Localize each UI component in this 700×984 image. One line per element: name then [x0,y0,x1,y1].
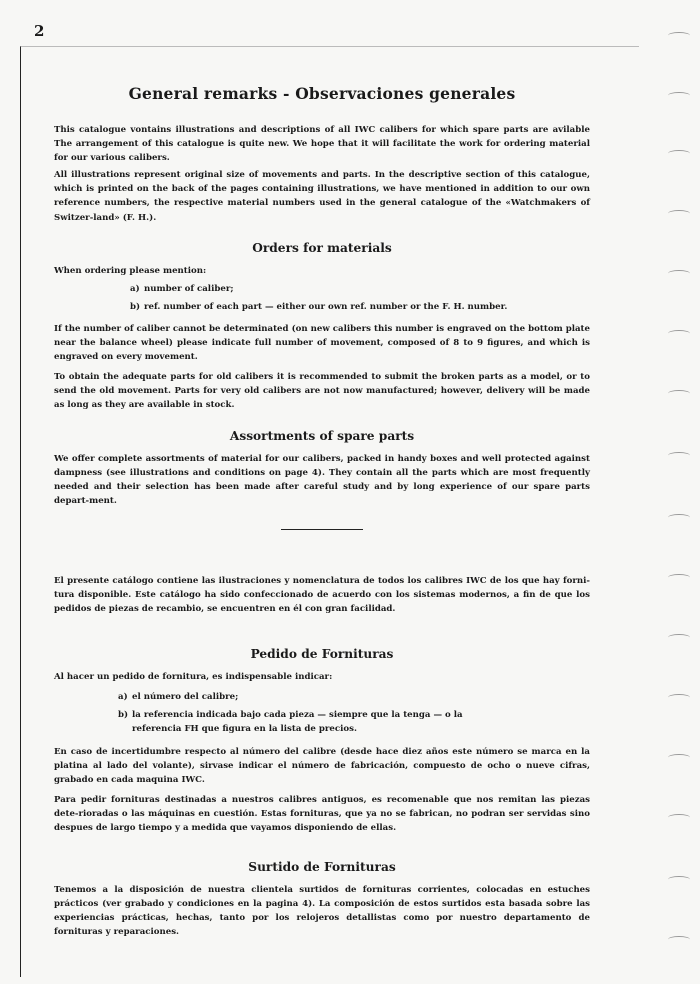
orders-lead: When ordering please mention: [54,265,207,276]
pedido-paragraph-1: En caso de incertidumbre respecto al número del calibre (desde hace diez años este número se marca en la platina al lado del volante), sirvase indicar el número de fabricación, compuesto de ocho o nueve cifras, grabado en cada maquina IWC. [54,746,590,785]
list-text: number of caliber; [144,283,234,294]
list-marker: a) [130,283,140,294]
section-divider [281,529,363,530]
pedido-heading: Pedido de Fornituras [250,647,394,662]
english-section [54,123,590,508]
scan-edge-mark [668,514,690,521]
list-text: ref. number of each part — either our own ref. number or the F. H. number. [144,301,508,312]
scan-edge-mark [668,452,690,459]
surtido-paragraph: Tenemos a la disposición de nuestra clientela surtidos de fornituras corrientes, colocadas en estuches prácticos (ver grabado y condiciones en la pagina 4). La composición de estos surtidos esta basada sobre las experiencias prácticas, hechas, tanto por los relojeros detallistas como por nuestro departamento de fornituras y reparaciones. [54,885,590,938]
list-marker: b) [118,710,129,721]
scan-edge-mark [668,32,690,39]
scan-edge-mark [668,876,690,883]
scan-edge-mark [668,150,690,157]
scan-edge-mark [668,390,690,397]
spanish-section [54,574,590,940]
scan-edge-mark [668,694,690,701]
document-body [54,84,590,945]
pedido-paragraph-2: Para pedir fornituras destinadas a nuestros calibres antiguos, es recomenable que nos remitan las piezas dete-rioradas o las máquinas en cuestión. Estas fornituras, que ya no se fabrican, no podran ser servidas sino despues de largo tiempo y a medida que vayamos disponiendo de ellas. [54,794,590,833]
scan-edge-mark [668,210,690,217]
scan-edge-mark [668,270,690,277]
list-item [54,282,590,296]
scan-edge-mark [668,634,690,641]
list-marker: b) [130,301,141,312]
intro-paragraph-2: All illustrations represent original size of movements and parts. In the descriptive section of this catalogue, which is printed on the back of the pages containing illustrations, we have mentioned in addition to our own reference numbers, the respective material numbers used in the general catalogue of the «Watchmakers of Switzer-land» (F. H.). [54,170,590,223]
page-title: General remarks - Observaciones generales [128,84,516,103]
orders-paragraph-1: If the number of caliber cannot be determinated (on new calibers this number is engraved on the bottom plate near the balance wheel) please indicate full number of movement, composed of 8 to 9 figures, and which is engraved on every movement. [54,323,590,363]
scan-edge-mark [668,814,690,821]
scan-edge-mark [668,574,690,581]
list-item [54,708,590,736]
assortments-paragraph: We offer complete assortments of material for our calibers, packed in handy boxes and well protected against dampness (see illustrations and conditions on page 4). They contain all the parts which are most frequently needed and their selection has been made after careful study and by long experience of our spare parts depart-ment. [54,453,590,506]
pedido-list [54,690,590,736]
page-number: 2 [34,22,45,40]
scan-edge-mark [668,92,690,99]
orders-heading: Orders for materials [252,240,392,255]
list-item [54,300,590,314]
scan-edge-mark [668,936,690,943]
surtido-heading: Surtido de Fornituras [248,860,396,875]
orders-list [54,282,590,314]
scan-edge-mark [668,754,690,761]
list-text: el número del calibre; [132,692,239,703]
scan-edge-mark [668,330,690,337]
list-item [54,690,590,704]
orders-paragraph-2: To obtain the adequate parts for old calibers it is recommended to submit the broken parts as a model, or to send the old movement. Parts for very old calibers are not now manufactured; however, delivery will be made as long as they are available in stock. [54,372,590,411]
intro-paragraph-1: This catalogue vontains illustrations and descriptions of all IWC calibers for which spare parts are avilable The arrangement of this catalogue is quite new. We hope that it will facilitate the work for ordering material for our various calibers. [54,125,590,164]
pedido-lead: Al hacer un pedido de fornitura, es indispensable indicar: [54,672,333,683]
assortments-heading: Assortments of spare parts [229,428,415,443]
list-marker: a) [118,692,128,703]
list-text: la referencia indicada bajo cada pieza — siempre que la tenga — o la referencia FH que figura en la lista de precios. [132,710,463,735]
spanish-intro: El presente catálogo contiene las ilustraciones y nomenclatura de todos los calibres IWC de los que hay forni-tura disponible. Este catálogo ha sido confeccionado de acuerdo con los sistemas modernos, a fin de que los pedidos de piezas de recambio, se encuentren en él con gran facilidad. [54,575,590,615]
